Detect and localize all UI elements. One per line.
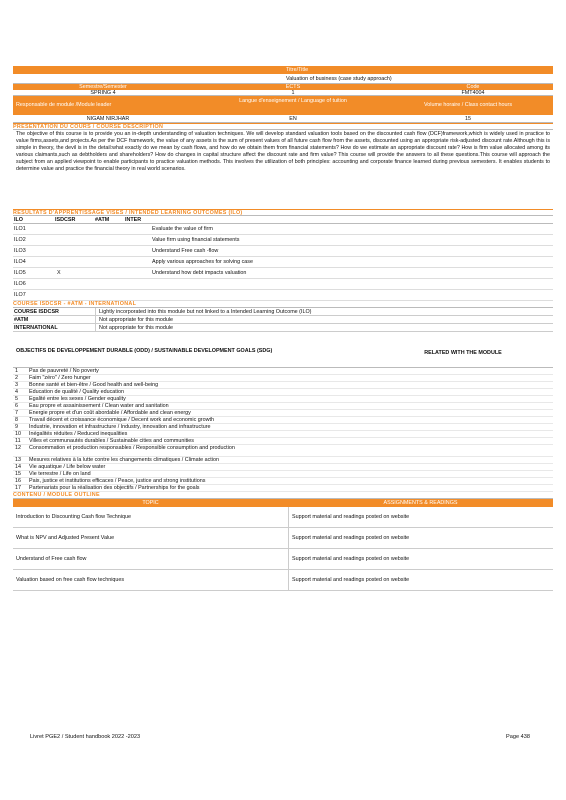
odd-text: Education de qualité / Quality education	[29, 389, 124, 395]
cours-label: #ATM	[14, 317, 29, 323]
odd-text: Industrie, innovation et infrastructure / Industry, innovation and infrastructure	[29, 424, 211, 430]
title-label-bar	[13, 66, 553, 74]
ilo-row	[13, 279, 553, 290]
ilo-text: Evaluate the value of firm	[152, 226, 213, 232]
responsable-value-row	[13, 115, 553, 123]
odd-row	[13, 485, 553, 492]
odd-row	[13, 417, 553, 424]
ilo-code: ILO6	[14, 281, 26, 287]
responsable-value: NIGAM NIRJHAR	[86, 116, 130, 122]
contenu-header-row	[13, 499, 553, 507]
ilo-row	[13, 257, 553, 268]
presentation-title: PRESENTATION DU COURS / COURSE DESCRIPTION	[13, 123, 553, 130]
odd-text: Vie aquatique / Life below water	[29, 464, 106, 470]
cours-text: Lightly incorporated into this module but not linked to a Intended Learning Outcome (ILO)	[95, 308, 553, 315]
ilo-rows	[13, 224, 553, 301]
code-label: Code	[466, 84, 480, 90]
ilo-mark	[55, 235, 150, 245]
ilo-code: ILO4	[14, 259, 26, 265]
cours-row	[13, 316, 553, 324]
module-sheet	[13, 66, 553, 591]
cours-row	[13, 308, 553, 316]
ilo-mark	[55, 224, 150, 234]
ilo-mark	[55, 257, 150, 267]
odd-text: Paix, justice et institutions efficaces / Peace, justice and strong institutions	[29, 478, 206, 484]
odd-row	[13, 389, 553, 396]
title-label: Titre/Title	[286, 67, 309, 73]
odd-text: Travail décent et croissance économique / Decent work and economic growth	[29, 417, 214, 423]
volume-label: Volume horaire / Class contact hours	[423, 102, 513, 108]
ilo-code: ILO3	[14, 248, 26, 254]
ilo-code: ILO5	[14, 270, 26, 276]
odd-row	[13, 457, 553, 464]
ects-value: 1	[291, 90, 295, 95]
volume-value: 15	[465, 116, 471, 122]
ilo-col-isdcsr: ISDCSR	[55, 217, 76, 223]
odd-num: 4	[15, 389, 18, 395]
odd-text: Vie terrestre / Life on land	[29, 471, 91, 477]
odd-row	[13, 410, 553, 417]
odd-header-row	[13, 348, 553, 368]
odd-num: 1	[15, 368, 18, 374]
semester-value: SPRING 4	[90, 90, 116, 95]
contenu-row	[13, 528, 553, 549]
ilo-row	[13, 268, 553, 279]
contenu-topic: What is NPV and Adjusted Present Value	[16, 535, 115, 541]
footer-page-number: Page 438	[506, 734, 530, 740]
odd-text: Faim "zéro" / Zero hunger	[29, 375, 91, 381]
contenu-row	[13, 549, 553, 570]
odd-row	[13, 396, 553, 403]
odd-num: 7	[15, 410, 18, 416]
contenu-assign: Support material and readings posted on website	[288, 528, 553, 548]
ilo-title: RESULTATS D'APPRENTISSAGE VISES / INTENDED LEARNING OUTCOMES (ILO)	[13, 209, 553, 216]
odd-text: Inégalités réduites / Reduced inequalities	[29, 431, 128, 437]
ilo-mark	[55, 290, 150, 300]
odd-row	[13, 403, 553, 410]
ilo-text	[150, 279, 553, 289]
presentation-text: The objective of this course is to provide you an in-depth understanding of valuation techniques. We will develop standard valuation tools based on the discounted cash flow (DCF)framework,which is widely used in practice to value firms,assets,and projects.As per the DCF framework, the value of any assets is the sum of present values of all future cash flow from the assets, discounted using an appropriate risk-adjusted discount rate.Although this is simple in theory, the devil is in the detail:what exactly do we mean by cash flows, and how do we obtain them from financial statements? How do we estimate an appropriate discount rate? How is firm value allocated among its various claimants,such as debtholders and shareholders? How do changes in capital structure affect the discount rate and firm value? This course will provide the answers to all these questions.This course will approach the subject from an applied viewpoint to enable participants to practice valuation methods. This involves the utilization of both principles: accounting and corporate finance learned during previous semesters. It enables students to determine value and practice the financial theory in real world scenarios.	[16, 131, 550, 172]
ilo-row	[13, 224, 553, 235]
odd-num: 6	[15, 403, 18, 409]
odd-rows	[13, 368, 553, 492]
ilo-code: ILO2	[14, 237, 26, 243]
ects-label: ECTS	[285, 84, 301, 90]
responsable-label: Responsable de module /Module leader	[16, 102, 112, 108]
cours-text: Not appropriate for this module	[95, 324, 553, 331]
contenu-row	[13, 507, 553, 528]
ilo-mark	[55, 246, 150, 256]
odd-row	[13, 445, 553, 457]
semester-label: Semestre/Semester	[79, 84, 127, 90]
odd-title-right: RELATED WITH THE MODULE	[424, 350, 502, 356]
contenu-topic: Introduction to Discounting Cash flow Technique	[16, 514, 131, 520]
contenu-title: CONTENU / MODULE OUTLINE	[13, 492, 553, 499]
ilo-text: Value firm using financial statements	[152, 237, 240, 243]
ilo-text: Understand Free cash -flow	[152, 248, 219, 254]
cours-row	[13, 324, 553, 332]
odd-num: 14	[15, 464, 21, 470]
footer-left: Livret PGE2 / Student handbook 2022 -2023	[30, 734, 141, 740]
odd-num: 8	[15, 417, 18, 423]
odd-row	[13, 478, 553, 485]
ilo-row	[13, 235, 553, 246]
cours-label: INTERNATIONAL	[14, 325, 58, 331]
odd-text: Partenariats pour la réalisation des objectifs / Partnerships for the goals	[29, 485, 200, 491]
page-footer	[30, 734, 530, 741]
odd-row	[13, 382, 553, 389]
odd-num: 13	[15, 457, 21, 463]
contenu-topic: Valuation based on free cash flow techniques	[16, 577, 125, 583]
odd-row	[13, 424, 553, 431]
odd-row	[13, 464, 553, 471]
odd-title-left: OBJECTIFS DE DEVELOPPEMENT DURABLE (ODD) / SUSTAINABLE DEVELOPMENT GOALS (SDG)	[16, 348, 273, 354]
contenu-rows	[13, 507, 553, 591]
langue-value: EN	[289, 116, 297, 122]
odd-text: Consommation et production responsables / Responsible consumption and production	[29, 445, 235, 451]
responsable-label-bar	[13, 96, 553, 115]
odd-row	[13, 438, 553, 445]
odd-num: 2	[15, 375, 18, 381]
odd-num: 9	[15, 424, 18, 430]
ilo-mark: X	[57, 270, 61, 276]
cours-rows	[13, 308, 553, 332]
ilo-text: Apply various approaches for solving case	[152, 259, 253, 265]
ilo-col-inter: INTER	[125, 217, 142, 223]
odd-text: Egalité entre les sexes / Gender equality	[29, 396, 126, 402]
cours-text: Not appropriate for this module	[95, 316, 553, 323]
odd-row	[13, 368, 553, 375]
contenu-row	[13, 570, 553, 591]
odd-text: Energie propre et d'un coût abordable / Affordable and clean energy	[29, 410, 191, 416]
odd-num: 12	[15, 445, 21, 451]
contenu-topic: Understand of Free cash flow	[16, 556, 87, 562]
contenu-assign: Support material and readings posted on website	[288, 507, 553, 527]
title-value: Valuation of business (case study approach)	[286, 76, 392, 82]
ilo-mark	[55, 279, 150, 289]
odd-num: 5	[15, 396, 18, 402]
langue-label: Langue d'enseignement / Language of tuition	[239, 98, 347, 104]
ilo-col-ilo: ILO	[14, 217, 23, 223]
odd-text: Villes et communautés durables / Sustainable cities and communities	[29, 438, 194, 444]
ilo-text: Understand how debt impacts valuation	[152, 270, 247, 276]
odd-num: 11	[15, 438, 21, 444]
odd-text: Eau propre et assainissement / Clean water and sanitation	[29, 403, 169, 409]
contenu-col-assign: ASSIGNMENTS & READINGS	[383, 500, 458, 506]
odd-row	[13, 431, 553, 438]
odd-text: Mesures relatives à la lutte contre les changements climatiques / Climate action	[29, 457, 219, 463]
contenu-col-topic: TOPIC	[142, 500, 159, 506]
code-value: FMT4004	[461, 90, 485, 95]
odd-num: 10	[15, 431, 21, 437]
cours-label: COURSE ISDCSR	[14, 309, 59, 315]
ilo-row	[13, 290, 553, 301]
odd-num: 17	[15, 485, 21, 491]
title-value-row	[13, 74, 553, 84]
odd-row	[13, 471, 553, 478]
odd-num: 16	[15, 478, 21, 484]
ilo-code: ILO7	[14, 292, 26, 298]
ilo-row	[13, 246, 553, 257]
odd-num: 3	[15, 382, 18, 388]
contenu-assign: Support material and readings posted on website	[288, 549, 553, 569]
ilo-text	[150, 290, 553, 300]
contenu-assign: Support material and readings posted on website	[288, 570, 553, 590]
cours-title: COURSE ISDCSR - #ATM - INTERNATIONAL	[13, 301, 553, 308]
odd-num: 15	[15, 471, 21, 477]
odd-row	[13, 375, 553, 382]
odd-text: Bonne santé et bien-être / Good health and well-being	[29, 382, 159, 388]
ilo-header-row	[13, 216, 553, 224]
odd-text: Pas de pauvreté / No poverty	[29, 368, 99, 374]
ilo-col-atm: #ATM	[95, 217, 110, 223]
ilo-code: ILO1	[14, 226, 26, 232]
